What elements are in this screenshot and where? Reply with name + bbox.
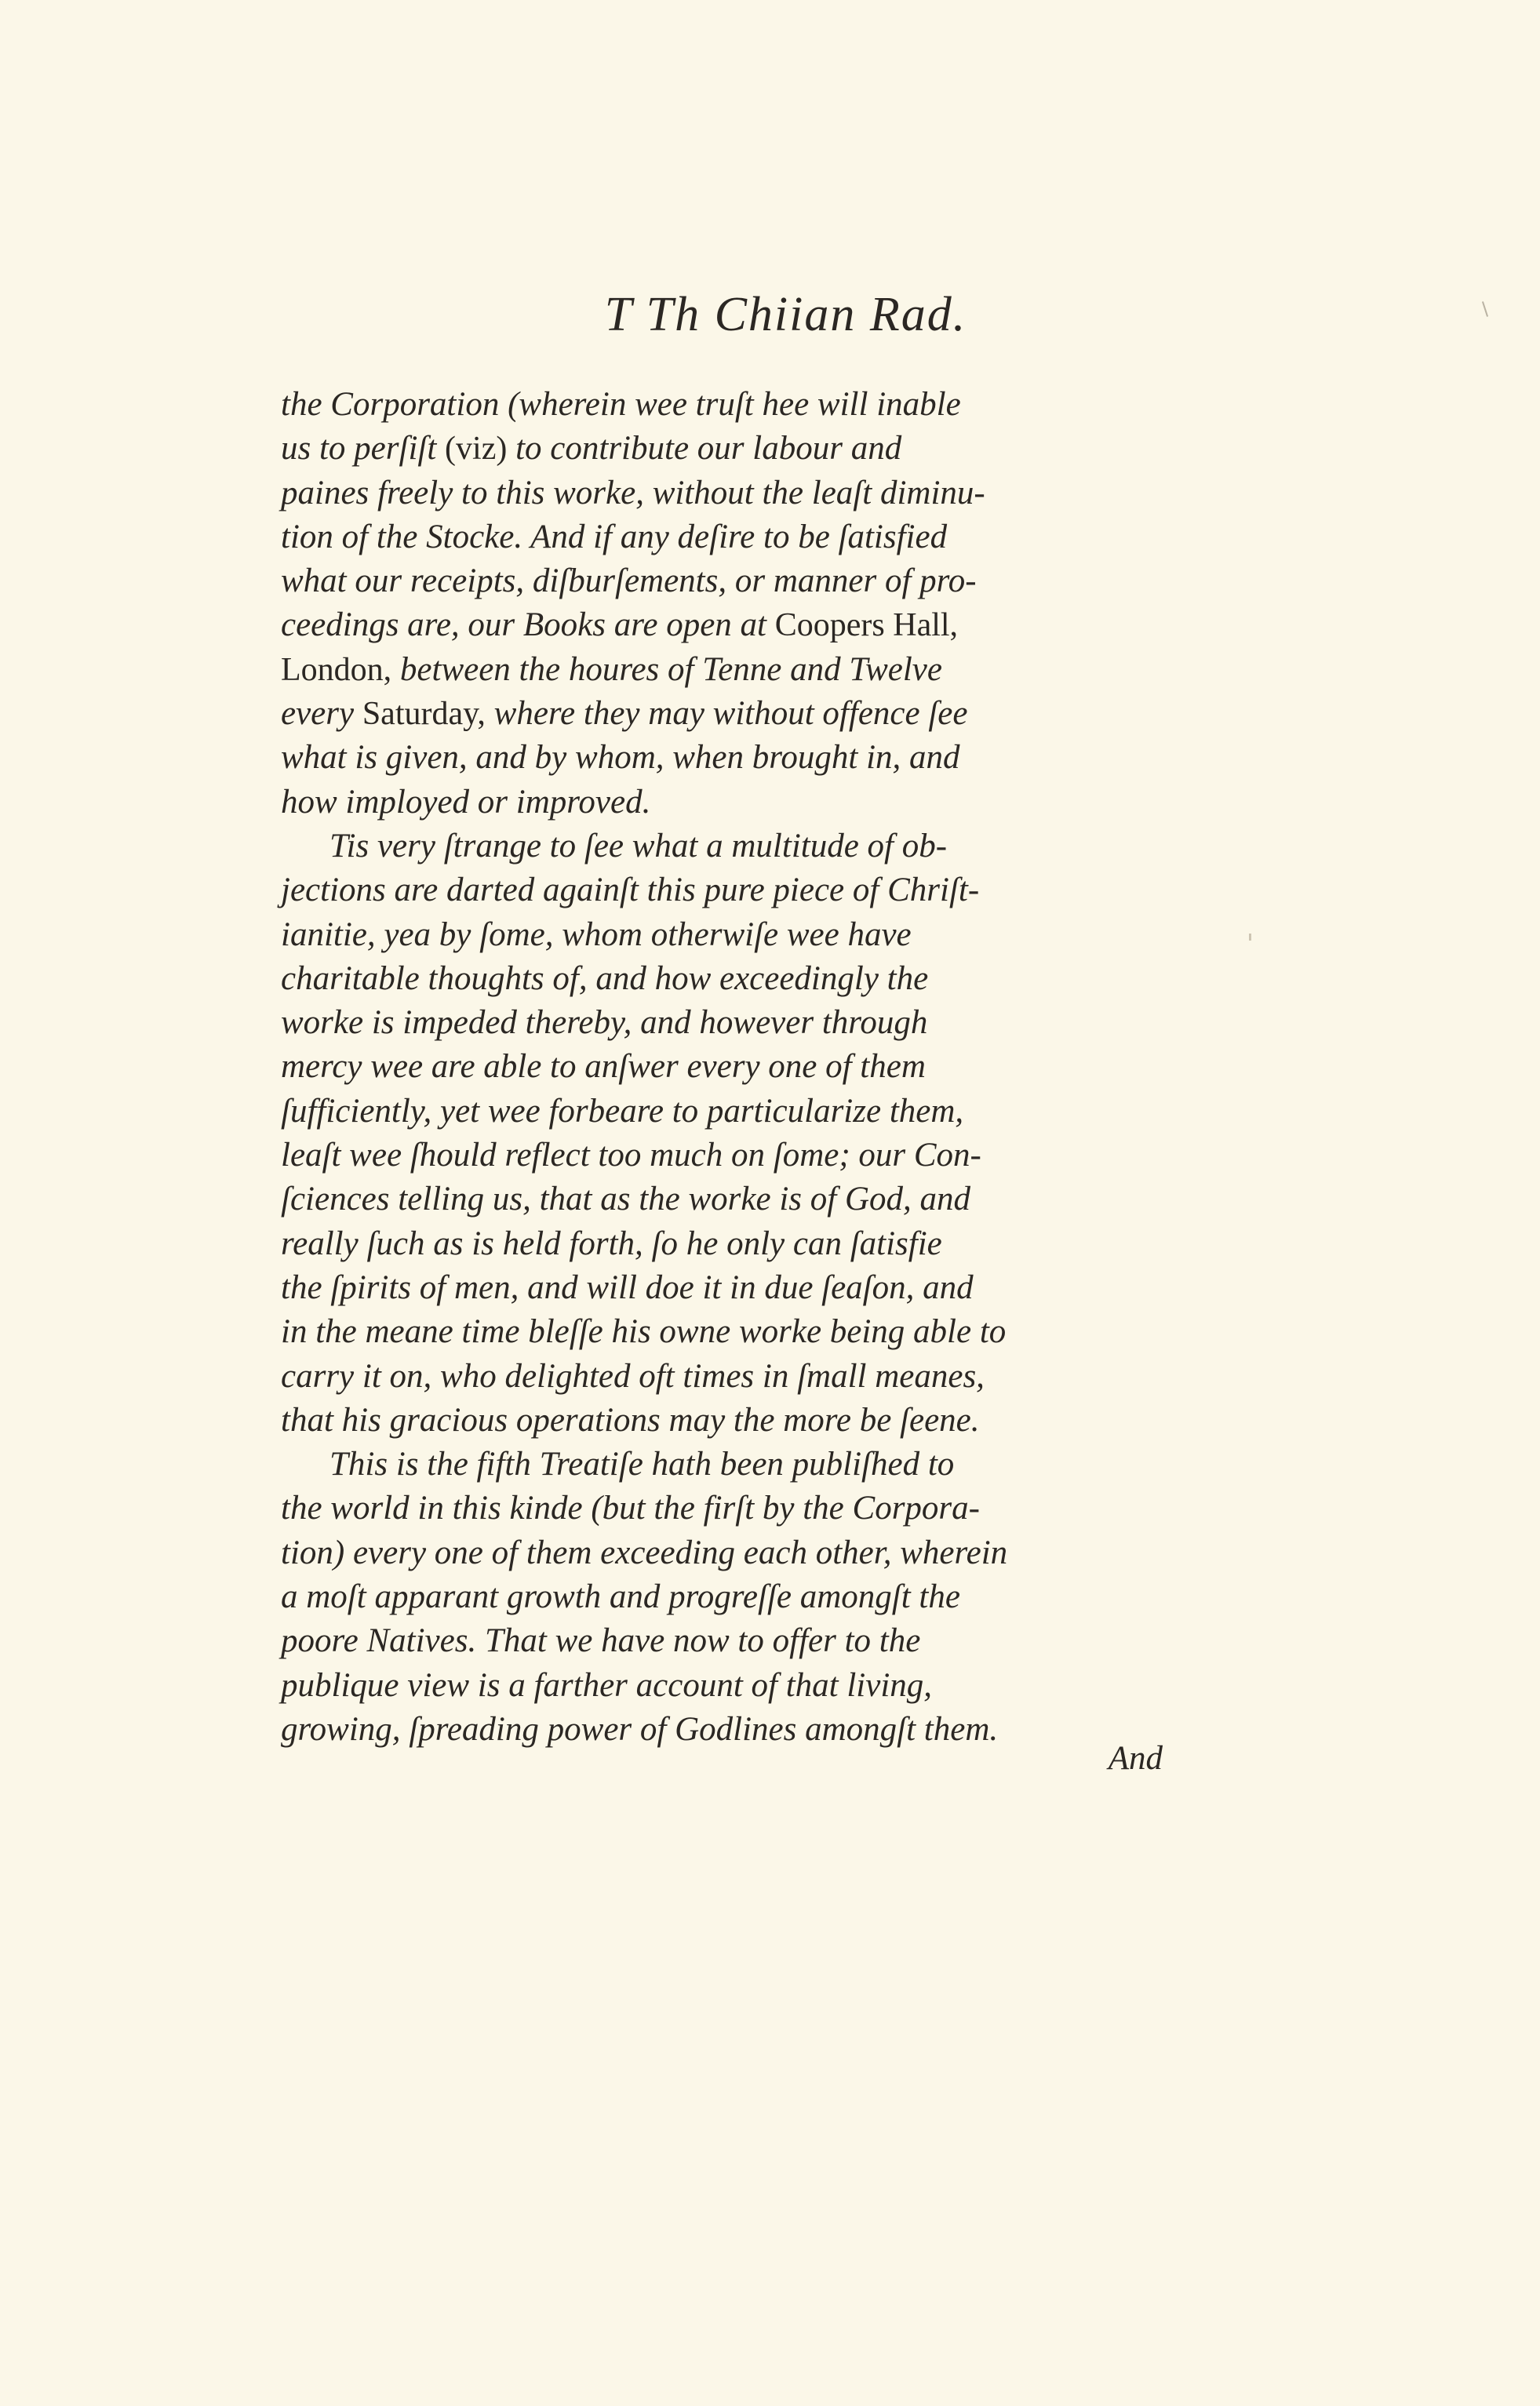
- text-run: what is given, and by whom, when brought in, and: [281, 739, 960, 777]
- text-run: ianitie, yea by ſome, whom otherwiſe wee have: [281, 915, 912, 953]
- text-run: jections are darted againſt this pure piece of Chriſt-: [281, 872, 980, 909]
- text-run: that his gracious operations may the more be ſeene.: [281, 1401, 980, 1439]
- text-run: in the meane time bleſſe his owne worke being able to: [281, 1313, 1007, 1351]
- catchword: And: [1108, 1740, 1163, 1777]
- text-run: us to perſiſt: [281, 430, 446, 468]
- text-line: [281, 1045, 1163, 1089]
- text-run: London,: [281, 651, 392, 688]
- text-line: [281, 692, 1163, 736]
- text-line: [281, 1619, 1163, 1663]
- text-line: [281, 559, 1163, 603]
- text-run: worke is impeded thereby, and however through: [281, 1004, 928, 1042]
- text-line: [281, 1355, 1163, 1399]
- text-line: [281, 1443, 1163, 1487]
- text-run: the ſpirits of men, and will doe it in due ſeaſon, and: [281, 1269, 974, 1306]
- text-run: ceedings are, our Books are open at: [281, 606, 775, 644]
- text-line: [281, 1575, 1163, 1619]
- text-run: ſufficiently, yet wee forbeare to particularize them,: [281, 1092, 964, 1130]
- text-line: [281, 515, 1163, 559]
- text-line: [281, 471, 1163, 515]
- text-line: [281, 913, 1163, 957]
- text-run: between the houres of Tenne and Twelve: [391, 650, 942, 688]
- text-line: [281, 1222, 1163, 1266]
- text-line: [281, 824, 1163, 868]
- text-run: really ſuch as is held forth, ſo he only can ſatisfie: [281, 1225, 942, 1262]
- text-line: [281, 427, 1163, 471]
- text-line: [281, 736, 1163, 780]
- text-run: growing, ſpreading power of Godlines amongſt them.: [281, 1710, 999, 1748]
- text-run: publique view is a farther account of that living,: [281, 1666, 933, 1704]
- text-run: poore Natives. That we have now to offer to the: [281, 1622, 921, 1660]
- text-line: [281, 1266, 1163, 1310]
- text-line: [281, 1178, 1163, 1221]
- text-line: [281, 383, 1163, 427]
- text-line: [281, 648, 1163, 692]
- text-run: where they may without offence ſee: [485, 695, 968, 733]
- text-run: carry it on, who delighted oft times in ſmall meanes,: [281, 1357, 985, 1395]
- text-line: [281, 1664, 1163, 1708]
- text-run: to contribute our labour and: [507, 430, 902, 468]
- text-run: a moſt apparant growth and progreſſe amongſt the: [281, 1578, 960, 1616]
- text-run: leaſt wee ſhould reflect too much on ſome; our Con-: [281, 1137, 981, 1174]
- text-line: [281, 1001, 1163, 1045]
- text-run: charitable thoughts of, and how exceedingly the: [281, 959, 929, 997]
- text-line: [281, 781, 1163, 824]
- text-run: ſciences telling us, that as the worke is of God, and: [281, 1181, 971, 1218]
- text-run: Tis very ſtrange to ſee what a multitude of ob-: [329, 827, 948, 864]
- text-line: [281, 1399, 1163, 1443]
- text-line: [281, 1134, 1163, 1178]
- text-run: mercy wee are able to anſwer every one of them: [281, 1048, 926, 1086]
- text-run: (viz): [445, 431, 508, 468]
- paper-speck: [1249, 934, 1251, 941]
- text-run: paines freely to this worke, without the leaſt diminu-: [281, 474, 985, 511]
- running-head: T Th Chiian Rad.: [604, 288, 967, 341]
- text-run: Coopers Hall,: [774, 607, 959, 644]
- text-run: Saturday,: [362, 696, 486, 733]
- text-line: [281, 1708, 1163, 1752]
- text-line: [281, 1531, 1163, 1575]
- text-run: what our receipts, diſburſements, or manner of pro-: [281, 562, 977, 600]
- text-line: [281, 868, 1163, 912]
- text-run: every: [281, 695, 362, 733]
- text-run: the Corporation (wherein wee truſt hee will inable: [281, 386, 961, 423]
- text-run: tion) every one of them exceeding each other, wherein: [281, 1534, 1008, 1571]
- text-line: [281, 957, 1163, 1001]
- text-line: [281, 1310, 1163, 1354]
- text-line: [281, 1090, 1163, 1134]
- text-run: how imployed or improved.: [281, 783, 651, 821]
- text-line: [281, 603, 1163, 647]
- text-run: the world in this kinde (but the firſt by the Corpora-: [281, 1490, 980, 1527]
- body-text: [281, 383, 1163, 1752]
- text-line: [281, 1487, 1163, 1531]
- text-run: This is the fifth Treatiſe hath been publiſhed to: [329, 1446, 955, 1483]
- text-run: tion of the Stocke. And if any deſire to be ſatisfied: [281, 518, 948, 555]
